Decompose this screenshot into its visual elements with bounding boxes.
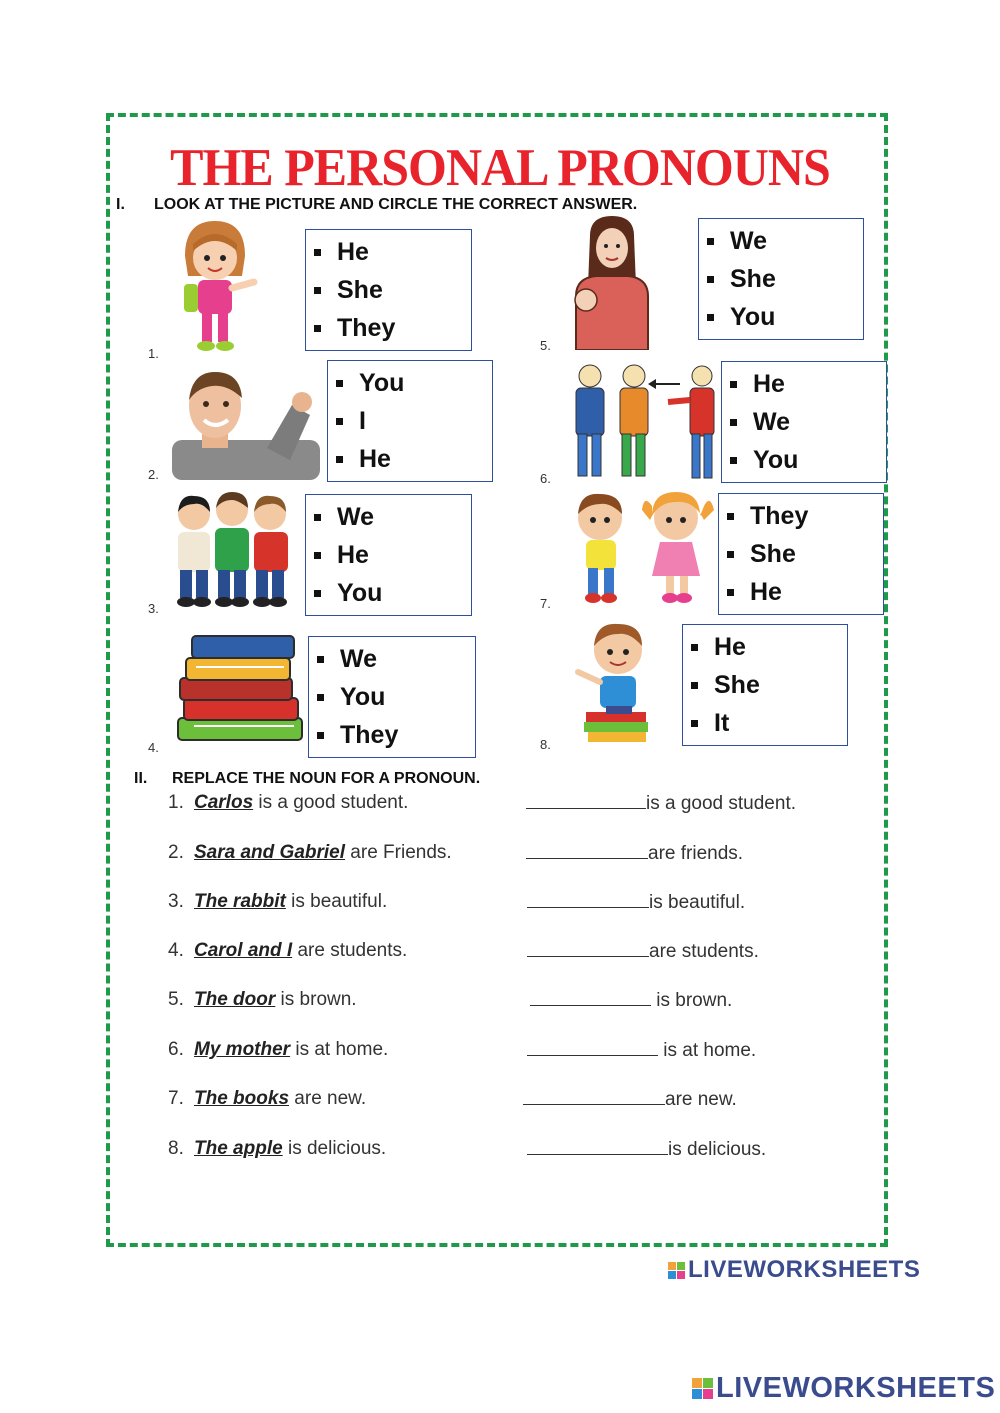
bullet-icon — [317, 656, 324, 663]
section-2-number: II. — [134, 770, 148, 787]
sentence-rest: is brown. — [275, 989, 357, 1010]
option-label: I — [359, 407, 366, 435]
bullet-icon — [727, 589, 734, 596]
answer-rest: is delicious. — [668, 1139, 767, 1160]
answer-blank-input[interactable] — [526, 792, 646, 809]
bullet-icon — [707, 314, 714, 321]
sentence-8 — [168, 1138, 386, 1160]
item-1-number: 1. — [148, 346, 159, 361]
answer-3 — [527, 891, 745, 914]
bullet-icon — [317, 694, 324, 701]
sentence-number: 8. — [168, 1138, 184, 1159]
sentence-rest: are new. — [289, 1088, 367, 1109]
item-1-options — [305, 229, 472, 351]
sentence-number: 6. — [168, 1039, 184, 1060]
item-7-number: 7. — [540, 596, 551, 611]
sentence-noun: The rabbit — [194, 891, 286, 912]
answer-blank-input[interactable] — [526, 842, 648, 859]
sentence-rest: is beautiful. — [285, 891, 388, 912]
item-6-options — [721, 361, 887, 483]
option-label: It — [714, 709, 730, 737]
bullet-icon — [727, 551, 734, 558]
option-label: He — [337, 541, 369, 569]
option-label: They — [340, 721, 399, 749]
option-they[interactable] — [723, 502, 808, 531]
option-he[interactable] — [310, 541, 369, 570]
sentence-rest: are Friends. — [345, 842, 452, 863]
answer-1 — [526, 792, 796, 815]
sentence-number: 4. — [168, 940, 184, 961]
option-i[interactable] — [332, 407, 366, 436]
page-title: THE PERSONAL PRONOUNS — [170, 137, 830, 197]
brand-name: LIVEWORKSHEETS — [716, 1372, 996, 1404]
boy-and-girl-picture — [564, 490, 718, 606]
sentence-noun: Sara and Gabriel — [194, 842, 346, 863]
option-she[interactable] — [723, 540, 796, 569]
option-label: We — [730, 227, 768, 255]
option-you[interactable] — [703, 303, 775, 332]
option-label: He — [359, 445, 391, 473]
brand-name: LIVEWORKSHEETS — [688, 1256, 921, 1283]
item-8-number: 8. — [540, 737, 551, 752]
sentence-5 — [168, 989, 357, 1011]
item-3-options — [305, 494, 472, 616]
option-you[interactable] — [332, 369, 404, 398]
item-5-options — [698, 218, 864, 340]
answer-blank-input[interactable] — [523, 1088, 665, 1105]
liveworksheets-mark-icon — [692, 1378, 713, 1399]
sentence-3 — [168, 891, 387, 913]
bullet-icon — [707, 238, 714, 245]
sentence-noun: Carlos — [194, 792, 254, 813]
option-label: He — [337, 238, 369, 266]
section-2-heading — [134, 770, 480, 788]
sentence-rest: is delicious. — [282, 1138, 387, 1159]
bullet-icon — [336, 418, 343, 425]
bullet-icon — [707, 276, 714, 283]
option-she[interactable] — [703, 265, 776, 294]
section-1-text: LOOK AT THE PICTURE AND CIRCLE THE CORRECT ANSWER. — [154, 196, 638, 213]
answer-rest: is beautiful. — [649, 892, 746, 913]
option-they[interactable] — [310, 314, 395, 343]
three-boys-picture — [172, 492, 292, 612]
bullet-icon — [691, 720, 698, 727]
option-you[interactable] — [726, 446, 798, 475]
option-label: They — [337, 314, 396, 342]
liveworksheets-logo-large — [692, 1372, 995, 1405]
section-1-heading — [116, 196, 637, 214]
option-it[interactable] — [687, 709, 729, 738]
item-3-number: 3. — [148, 601, 159, 616]
sentence-noun: Carol and I — [194, 940, 293, 961]
answer-rest: are friends. — [648, 843, 744, 864]
answer-8 — [527, 1138, 766, 1161]
item-7-options — [718, 493, 884, 615]
option-label: You — [340, 683, 386, 711]
sentence-noun: My mother — [194, 1039, 291, 1060]
option-he[interactable] — [723, 578, 782, 607]
item-4-options — [308, 636, 476, 758]
bullet-icon — [336, 380, 343, 387]
option-label: We — [340, 645, 378, 673]
answer-rest: is brown. — [651, 990, 733, 1011]
option-he[interactable] — [726, 370, 785, 399]
option-label: We — [337, 503, 375, 531]
woman-pointing-picture — [566, 216, 656, 350]
man-pointing-at-two-picture — [568, 360, 718, 482]
sentence-noun: The apple — [194, 1138, 283, 1159]
bullet-icon — [317, 732, 324, 739]
section-1-number: I. — [116, 196, 125, 213]
sentence-1 — [168, 792, 408, 814]
answer-2 — [526, 842, 743, 865]
item-5-number: 5. — [540, 338, 551, 353]
bullet-icon — [314, 590, 321, 597]
option-label: She — [730, 265, 776, 293]
item-2-number: 2. — [148, 467, 159, 482]
answer-blank-input[interactable] — [527, 891, 649, 908]
option-label: She — [750, 540, 796, 568]
answer-rest: are new. — [665, 1089, 737, 1110]
item-6-number: 6. — [540, 471, 551, 486]
sentence-number: 7. — [168, 1088, 184, 1109]
bullet-icon — [730, 419, 737, 426]
sentence-2 — [168, 842, 452, 864]
item-2-options — [327, 360, 493, 482]
option-label: He — [753, 370, 785, 398]
option-he[interactable] — [332, 445, 391, 474]
bullet-icon — [727, 513, 734, 520]
option-we[interactable] — [703, 227, 767, 256]
sentence-noun: The door — [194, 989, 276, 1010]
sentence-4 — [168, 940, 407, 962]
girl-with-backpack-picture — [170, 216, 260, 356]
option-label: They — [750, 502, 809, 530]
option-you[interactable] — [310, 579, 382, 608]
liveworksheets-mark-icon — [668, 1262, 685, 1279]
bullet-icon — [336, 456, 343, 463]
answer-6 — [527, 1039, 756, 1062]
bullet-icon — [314, 249, 321, 256]
bullet-icon — [314, 325, 321, 332]
option-label: He — [714, 633, 746, 661]
sentence-noun: The books — [194, 1088, 290, 1109]
liveworksheets-logo-small — [668, 1256, 920, 1284]
answer-blank-input[interactable] — [527, 1039, 658, 1056]
bullet-icon — [730, 381, 737, 388]
boy-on-books-picture — [566, 620, 666, 750]
stack-of-books-picture — [174, 626, 306, 752]
sentence-number: 5. — [168, 989, 184, 1010]
answer-rest: are students. — [649, 941, 759, 962]
bullet-icon — [314, 514, 321, 521]
section-2-text: REPLACE THE NOUN FOR A PRONOUN. — [172, 770, 481, 787]
option-he[interactable] — [310, 238, 369, 267]
boy-pointing-self-picture — [172, 370, 320, 480]
option-she[interactable] — [687, 671, 760, 700]
sentence-number: 3. — [168, 891, 184, 912]
option-you[interactable] — [313, 683, 385, 712]
answer-4 — [527, 940, 759, 963]
bullet-icon — [730, 457, 737, 464]
option-we[interactable] — [726, 408, 790, 437]
sentence-7 — [168, 1088, 366, 1110]
answer-blank-input[interactable] — [527, 940, 649, 957]
option-label: You — [753, 446, 799, 474]
sentence-6 — [168, 1039, 388, 1061]
answer-blank-input[interactable] — [527, 1138, 668, 1155]
bullet-icon — [691, 682, 698, 689]
sentence-rest: is a good student. — [253, 792, 409, 813]
bullet-icon — [691, 644, 698, 651]
answer-blank-input[interactable] — [530, 989, 651, 1006]
option-label: He — [750, 578, 782, 606]
option-label: She — [714, 671, 760, 699]
answer-5 — [530, 989, 732, 1012]
item-4-number: 4. — [148, 740, 159, 755]
sentence-rest: are students. — [292, 940, 408, 961]
option-label: You — [730, 303, 776, 331]
option-he[interactable] — [687, 633, 746, 662]
option-label: She — [337, 276, 383, 304]
item-8-options — [682, 624, 848, 746]
sentence-number: 1. — [168, 792, 184, 813]
answer-rest: is at home. — [658, 1040, 757, 1061]
option-they[interactable] — [313, 721, 398, 750]
sentence-number: 2. — [168, 842, 184, 863]
sentence-rest: is at home. — [290, 1039, 389, 1060]
option-label: We — [753, 408, 791, 436]
option-she[interactable] — [310, 276, 383, 305]
bullet-icon — [314, 552, 321, 559]
option-label: You — [359, 369, 405, 397]
option-label: You — [337, 579, 383, 607]
answer-rest: is a good student. — [646, 793, 796, 814]
bullet-icon — [314, 287, 321, 294]
answer-7 — [523, 1088, 737, 1111]
option-we[interactable] — [313, 645, 377, 674]
option-we[interactable] — [310, 503, 374, 532]
